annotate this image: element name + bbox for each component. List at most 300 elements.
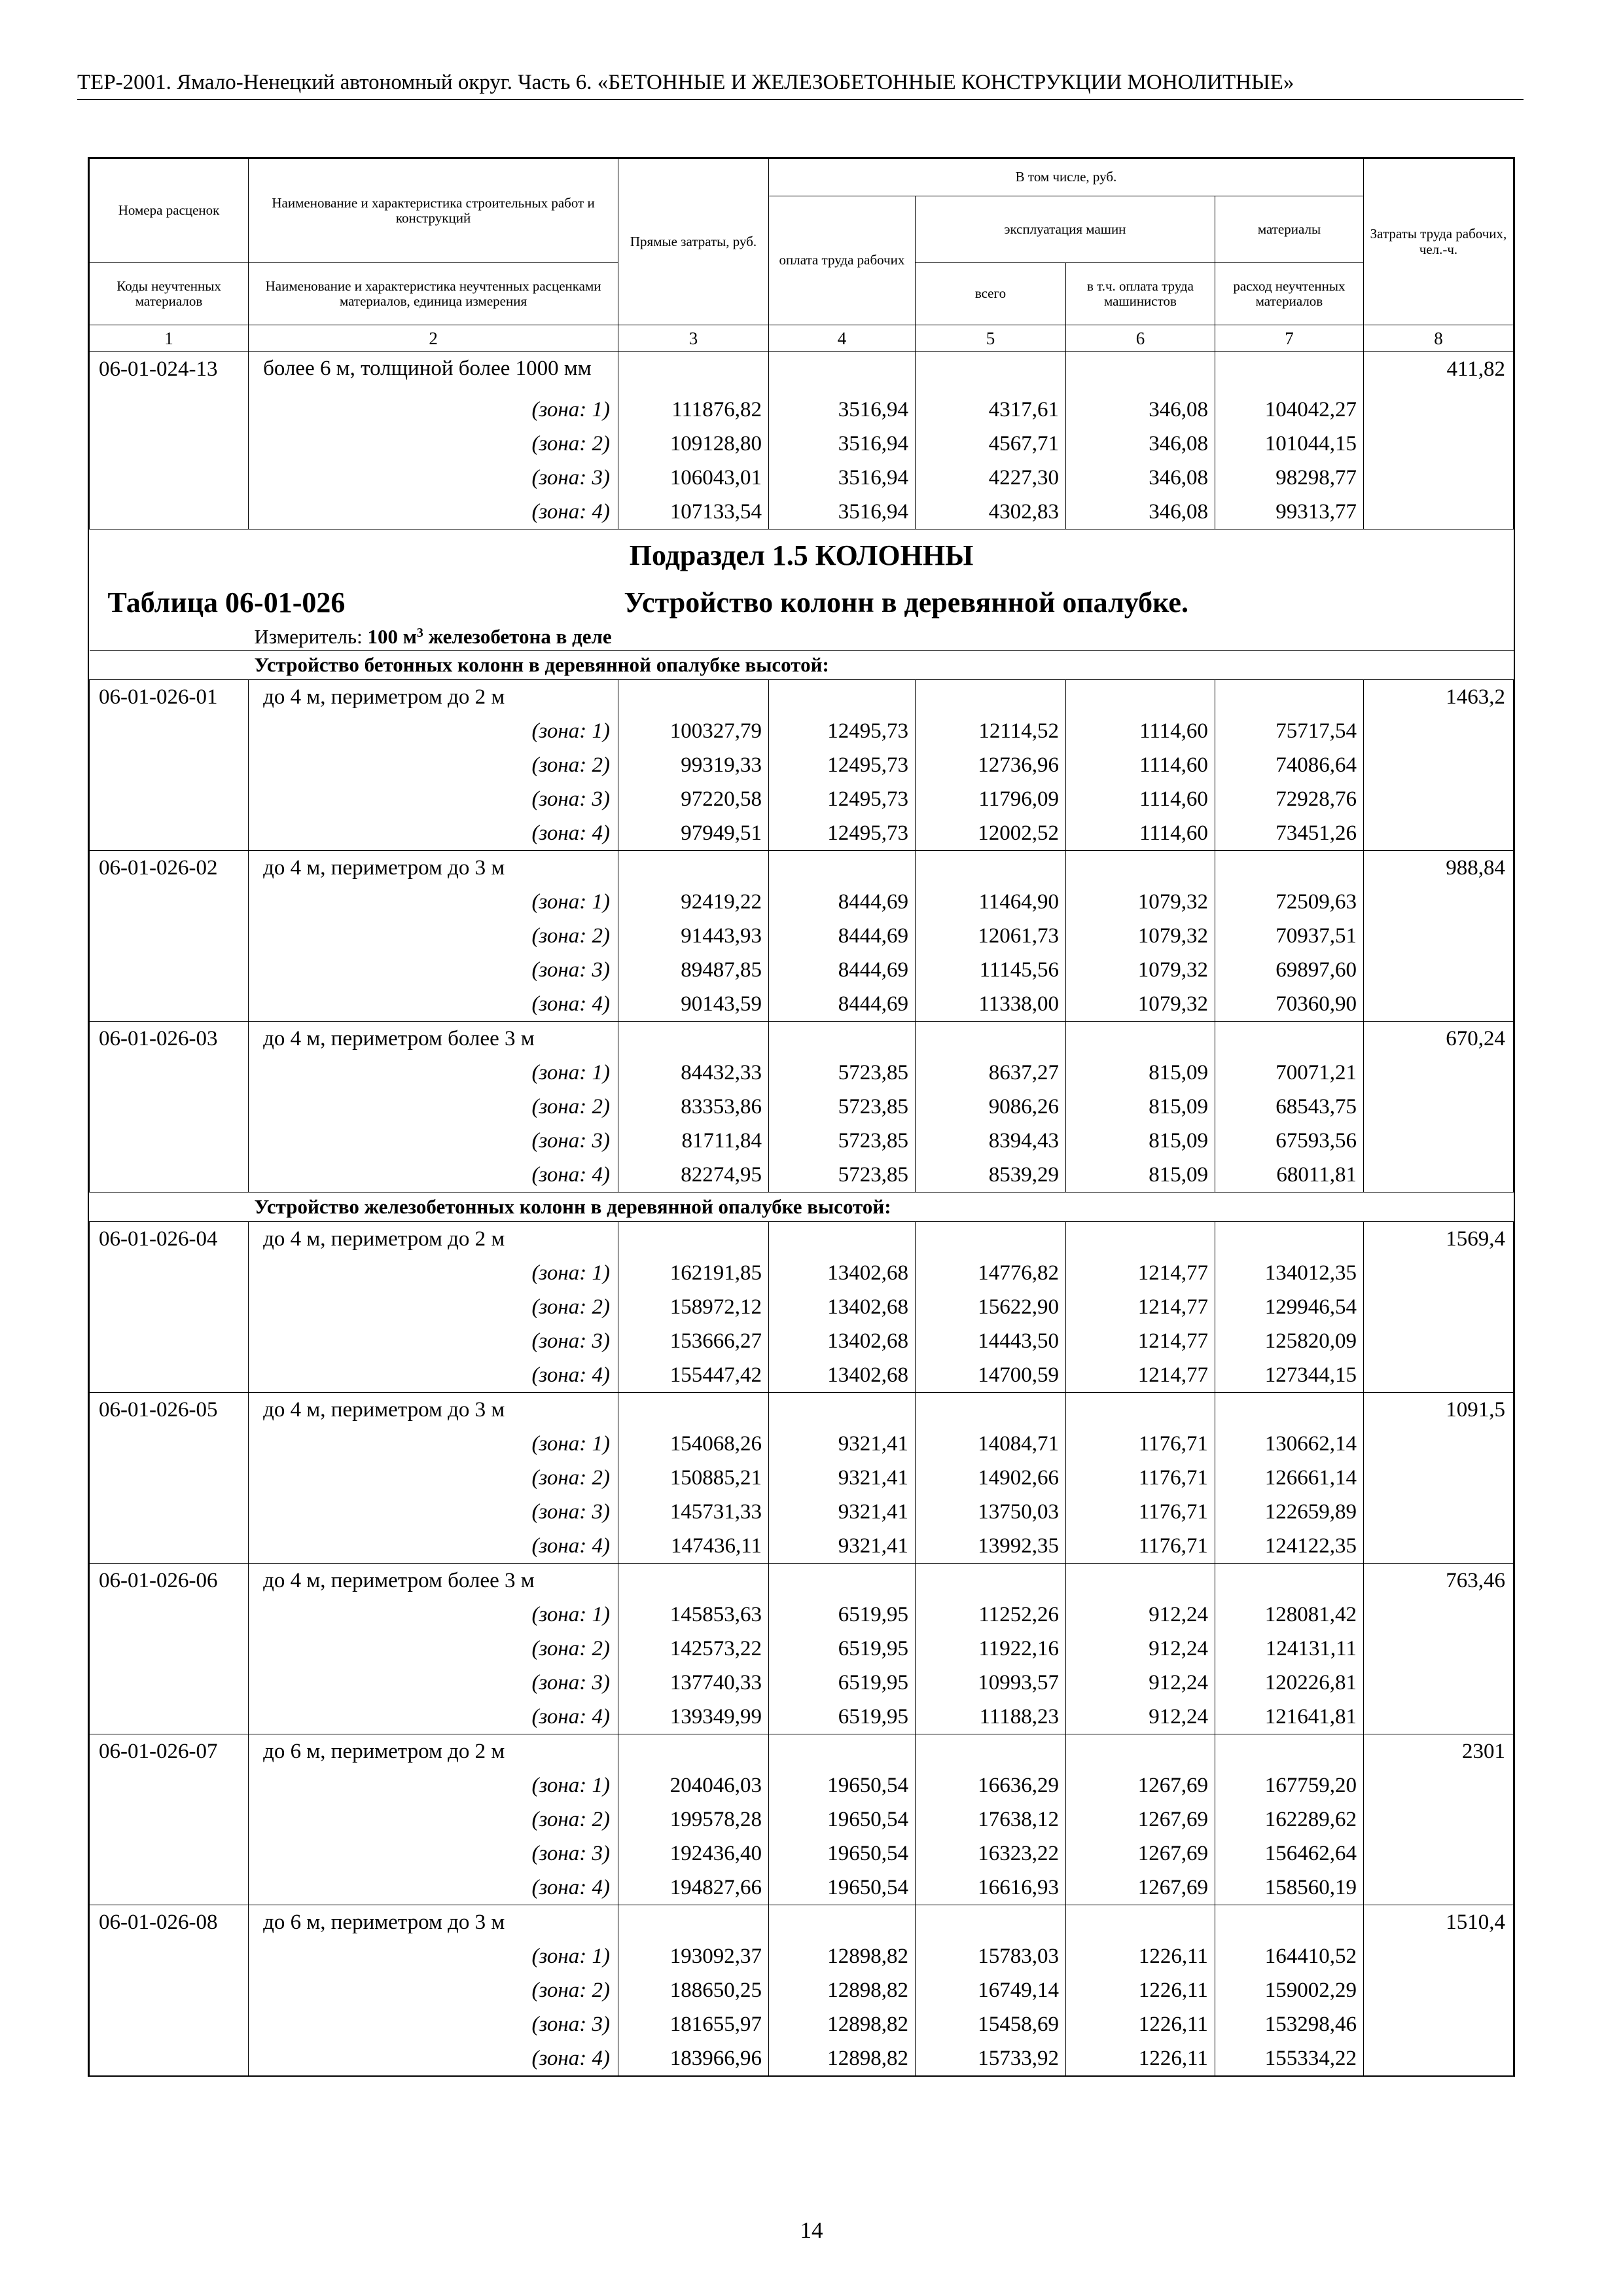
direct-costs: 154068,26: [618, 1427, 769, 1461]
zone-row: [90, 1666, 1514, 1700]
machines-cost: 11922,16: [915, 1632, 1065, 1666]
empty-cell: [1363, 461, 1513, 495]
machines-cost: 4227,30: [915, 461, 1065, 495]
rate-name: более 6 м, толщиной более 1000 мм: [249, 352, 618, 393]
materials-cost: 68011,81: [1215, 1158, 1363, 1193]
direct-costs: 192436,40: [618, 1837, 769, 1871]
materials-cost: 164410,52: [1215, 1939, 1363, 1973]
empty-cell: [1065, 1734, 1215, 1769]
materials-cost: 156462,64: [1215, 1837, 1363, 1871]
zone-label: (зона: 3): [249, 782, 618, 816]
empty-cell: [90, 1056, 249, 1090]
materials-cost: 120226,81: [1215, 1666, 1363, 1700]
subsection-title: Подраздел 1.5 КОЛОННЫ: [90, 529, 1514, 583]
rate-row: [90, 1905, 1514, 1940]
machinist-labor-cost: 1176,71: [1065, 1461, 1215, 1495]
direct-costs: 82274,95: [618, 1158, 769, 1193]
machinist-labor-cost: 1176,71: [1065, 1495, 1215, 1529]
rate-code: 06-01-026-03: [90, 1022, 249, 1056]
empty-cell: [1065, 680, 1215, 715]
labor-cost: 12898,82: [769, 1973, 916, 2007]
col-number: 6: [1065, 325, 1215, 352]
rate-code: 06-01-026-06: [90, 1564, 249, 1598]
materials-cost: 162289,62: [1215, 1803, 1363, 1837]
materials-cost: 155334,22: [1215, 2041, 1363, 2075]
machinist-labor-cost: 1114,60: [1065, 816, 1215, 851]
header-labor: оплата труда рабочих: [769, 196, 916, 325]
zone-row: [90, 1256, 1514, 1290]
rate-row: [90, 1564, 1514, 1598]
empty-cell: [90, 1529, 249, 1564]
zone-label: (зона: 1): [249, 1939, 618, 1973]
empty-cell: [1065, 1564, 1215, 1598]
machines-cost: 14776,82: [915, 1256, 1065, 1290]
machinist-labor-cost: 1079,32: [1065, 987, 1215, 1022]
machines-cost: 13750,03: [915, 1495, 1065, 1529]
direct-costs: 109128,80: [618, 427, 769, 461]
labor-hours: 670,24: [1363, 1022, 1513, 1056]
materials-cost: 74086,64: [1215, 748, 1363, 782]
zone-row: [90, 1939, 1514, 1973]
machinist-labor-cost: 912,24: [1065, 1700, 1215, 1734]
labor-cost: 5723,85: [769, 1056, 916, 1090]
direct-costs: 145731,33: [618, 1495, 769, 1529]
empty-cell: [1363, 919, 1513, 953]
machinist-labor-cost: 1267,69: [1065, 1871, 1215, 1905]
header-machines-labor: в т.ч. оплата труда машинистов: [1065, 263, 1215, 325]
direct-costs: 150885,21: [618, 1461, 769, 1495]
materials-cost: 127344,15: [1215, 1358, 1363, 1393]
machinist-labor-cost: 346,08: [1065, 495, 1215, 529]
machinist-labor-cost: 1214,77: [1065, 1290, 1215, 1324]
machines-cost: 8539,29: [915, 1158, 1065, 1193]
empty-cell: [1215, 1393, 1363, 1427]
empty-cell: [1215, 1022, 1363, 1056]
labor-hours: 988,84: [1363, 851, 1513, 886]
labor-cost: 12495,73: [769, 816, 916, 851]
materials-cost: 101044,15: [1215, 427, 1363, 461]
empty-cell: [1363, 1939, 1513, 1973]
zone-label: (зона: 4): [249, 1158, 618, 1193]
zone-label: (зона: 2): [249, 919, 618, 953]
zone-row: [90, 714, 1514, 748]
materials-cost: 68543,75: [1215, 1090, 1363, 1124]
zone-row: [90, 953, 1514, 987]
labor-hours: 2301: [1363, 1734, 1513, 1769]
empty-cell: [1363, 1124, 1513, 1158]
empty-cell: [618, 1564, 769, 1598]
zone-label: (зона: 2): [249, 1290, 618, 1324]
machines-cost: 12114,52: [915, 714, 1065, 748]
labor-cost: 19650,54: [769, 1871, 916, 1905]
rate-name: до 4 м, периметром до 2 м: [249, 1222, 618, 1257]
machines-cost: 15733,92: [915, 2041, 1065, 2075]
measure-line: [90, 624, 1514, 651]
zone-label: (зона: 4): [249, 1871, 618, 1905]
zone-label: (зона: 1): [249, 1768, 618, 1803]
labor-cost: 5723,85: [769, 1124, 916, 1158]
empty-cell: [1363, 1666, 1513, 1700]
empty-cell: [1363, 1461, 1513, 1495]
empty-cell: [1363, 495, 1513, 529]
zone-row: [90, 1358, 1514, 1393]
labor-hours: 411,82: [1363, 352, 1513, 393]
machinist-labor-cost: 815,09: [1065, 1056, 1215, 1090]
machines-cost: 13992,35: [915, 1529, 1065, 1564]
direct-costs: 107133,54: [618, 495, 769, 529]
empty-cell: [1363, 1837, 1513, 1871]
machinist-labor-cost: 1267,69: [1065, 1837, 1215, 1871]
machinist-labor-cost: 912,24: [1065, 1632, 1215, 1666]
header-direct-costs: Прямые затраты, руб.: [618, 159, 769, 325]
empty-cell: [618, 1022, 769, 1056]
machinist-labor-cost: 346,08: [1065, 393, 1215, 427]
machinist-labor-cost: 1226,11: [1065, 2007, 1215, 2041]
machinist-labor-cost: 1214,77: [1065, 1358, 1215, 1393]
labor-cost: 6519,95: [769, 1598, 916, 1632]
materials-cost: 67593,56: [1215, 1124, 1363, 1158]
empty-cell: [1363, 714, 1513, 748]
zone-row: [90, 1124, 1514, 1158]
direct-costs: 81711,84: [618, 1124, 769, 1158]
labor-cost: 12898,82: [769, 1939, 916, 1973]
zone-label: (зона: 2): [249, 1461, 618, 1495]
direct-costs: 194827,66: [618, 1871, 769, 1905]
zone-label: (зона: 4): [249, 1529, 618, 1564]
zone-label: (зона: 3): [249, 1324, 618, 1358]
zone-label: (зона: 3): [249, 1495, 618, 1529]
group2-title: Устройство железобетонных колонн в деревянной опалубке высотой:: [90, 1193, 1514, 1222]
col-number: 3: [618, 325, 769, 352]
zone-row: [90, 1973, 1514, 2007]
empty-cell: [1065, 1222, 1215, 1257]
rate-name: до 6 м, периметром до 3 м: [249, 1905, 618, 1940]
empty-cell: [90, 1495, 249, 1529]
rate-row: [90, 1222, 1514, 1257]
empty-cell: [1363, 953, 1513, 987]
machinist-labor-cost: 1226,11: [1065, 1973, 1215, 2007]
zone-row: [90, 1158, 1514, 1193]
zone-row: [90, 2041, 1514, 2075]
header-materials-unaccounted: расход неучтенных материалов: [1215, 263, 1363, 325]
rate-name: до 4 м, периметром до 3 м: [249, 851, 618, 886]
machines-cost: 16636,29: [915, 1768, 1065, 1803]
materials-cost: 70071,21: [1215, 1056, 1363, 1090]
rate-code: 06-01-026-05: [90, 1393, 249, 1427]
machinist-labor-cost: 1176,71: [1065, 1529, 1215, 1564]
machines-cost: 14700,59: [915, 1358, 1065, 1393]
labor-cost: 5723,85: [769, 1158, 916, 1193]
empty-cell: [90, 2041, 249, 2075]
empty-cell: [1363, 1324, 1513, 1358]
machines-cost: 4302,83: [915, 495, 1065, 529]
machinist-labor-cost: 912,24: [1065, 1666, 1215, 1700]
group2-blocks: [90, 1222, 1514, 2076]
labor-hours: 1510,4: [1363, 1905, 1513, 1940]
zone-label: (зона: 2): [249, 1090, 618, 1124]
materials-cost: 159002,29: [1215, 1973, 1363, 2007]
col-number: 4: [769, 325, 916, 352]
machines-cost: 8637,27: [915, 1056, 1065, 1090]
labor-hours: 763,46: [1363, 1564, 1513, 1598]
empty-cell: [915, 1564, 1065, 1598]
materials-cost: 126661,14: [1215, 1461, 1363, 1495]
empty-cell: [618, 1905, 769, 1940]
subsection-heading: [90, 529, 1514, 680]
labor-cost: 8444,69: [769, 953, 916, 987]
zone-label: (зона: 1): [249, 714, 618, 748]
labor-cost: 13402,68: [769, 1256, 916, 1290]
materials-cost: 121641,81: [1215, 1700, 1363, 1734]
zone-row: [90, 748, 1514, 782]
zone-label: (зона: 4): [249, 987, 618, 1022]
zone-row: [90, 816, 1514, 851]
rate-code: 06-01-026-08: [90, 1905, 249, 1940]
empty-cell: [90, 1666, 249, 1700]
col-number: 1: [90, 325, 249, 352]
direct-costs: 162191,85: [618, 1256, 769, 1290]
measure-sup: 3: [416, 626, 423, 640]
zone-row: [90, 1529, 1514, 1564]
machinist-labor-cost: 1214,77: [1065, 1256, 1215, 1290]
empty-cell: [1215, 1905, 1363, 1940]
empty-cell: [1363, 987, 1513, 1022]
zone-label: (зона: 1): [249, 1427, 618, 1461]
zone-row: [90, 1090, 1514, 1124]
empty-cell: [90, 885, 249, 919]
machines-cost: 16616,93: [915, 1871, 1065, 1905]
header-name-bottom: Наименование и характеристика неучтенных расценками материалов, единица измерения: [249, 263, 618, 325]
machines-cost: 15783,03: [915, 1939, 1065, 1973]
zone-label: (зона: 1): [249, 1256, 618, 1290]
empty-cell: [1065, 851, 1215, 886]
direct-costs: 188650,25: [618, 1973, 769, 2007]
materials-cost: 99313,77: [1215, 495, 1363, 529]
direct-costs: 90143,59: [618, 987, 769, 1022]
machines-cost: 12002,52: [915, 816, 1065, 851]
machines-cost: 16749,14: [915, 1973, 1065, 2007]
col-number: 8: [1363, 325, 1513, 352]
direct-costs: 193092,37: [618, 1939, 769, 1973]
empty-cell: [90, 461, 249, 495]
machines-cost: 4567,71: [915, 427, 1065, 461]
machinist-labor-cost: 1226,11: [1065, 1939, 1215, 1973]
machinist-labor-cost: 815,09: [1065, 1158, 1215, 1193]
labor-cost: 9321,41: [769, 1427, 916, 1461]
direct-costs: 153666,27: [618, 1324, 769, 1358]
group1-title: Устройство бетонных колонн в деревянной опалубке высотой:: [90, 651, 1514, 680]
zone-row: [90, 495, 1514, 529]
materials-cost: 69897,60: [1215, 953, 1363, 987]
rate-code: 06-01-026-04: [90, 1222, 249, 1257]
empty-cell: [1363, 1158, 1513, 1193]
empty-cell: [1363, 427, 1513, 461]
zone-label: (зона: 1): [249, 393, 618, 427]
zone-row: [90, 1461, 1514, 1495]
machines-cost: 11464,90: [915, 885, 1065, 919]
zone-row: [90, 1324, 1514, 1358]
empty-cell: [1065, 1022, 1215, 1056]
empty-cell: [90, 1427, 249, 1461]
empty-cell: [90, 1358, 249, 1393]
zone-label: (зона: 3): [249, 1124, 618, 1158]
empty-cell: [618, 680, 769, 715]
empty-cell: [1215, 352, 1363, 393]
empty-cell: [1363, 748, 1513, 782]
materials-cost: 70937,51: [1215, 919, 1363, 953]
empty-cell: [1363, 1973, 1513, 2007]
running-header: ТЕР-2001. Ямало-Ненецкий автономный округ. Часть 6. «БЕТОННЫЕ И ЖЕЛЕЗОБЕТОННЫЕ КОНСТРУКЦИИ МОНОЛИТНЫЕ»: [77, 71, 1524, 100]
group1-blocks: [90, 680, 1514, 1193]
zone-label: (зона: 3): [249, 1666, 618, 1700]
rate-name: до 6 м, периметром до 2 м: [249, 1734, 618, 1769]
empty-cell: [915, 352, 1065, 393]
materials-cost: 72928,76: [1215, 782, 1363, 816]
direct-costs: 155447,42: [618, 1358, 769, 1393]
machinist-labor-cost: 346,08: [1065, 461, 1215, 495]
empty-cell: [1363, 1056, 1513, 1090]
machinist-labor-cost: 1079,32: [1065, 919, 1215, 953]
rates-table: [88, 157, 1515, 2077]
empty-cell: [769, 1905, 916, 1940]
zone-row: [90, 782, 1514, 816]
empty-cell: [90, 1290, 249, 1324]
empty-cell: [618, 352, 769, 393]
header-materials: материалы: [1215, 196, 1363, 263]
labor-cost: 3516,94: [769, 461, 916, 495]
direct-costs: 147436,11: [618, 1529, 769, 1564]
zone-label: (зона: 3): [249, 953, 618, 987]
labor-cost: 12898,82: [769, 2041, 916, 2075]
zone-row: [90, 919, 1514, 953]
empty-cell: [90, 987, 249, 1022]
zone-label: (зона: 4): [249, 2041, 618, 2075]
materials-cost: 75717,54: [1215, 714, 1363, 748]
direct-costs: 99319,33: [618, 748, 769, 782]
machines-cost: 15458,69: [915, 2007, 1065, 2041]
empty-cell: [90, 1768, 249, 1803]
empty-cell: [90, 1158, 249, 1193]
col-number: 7: [1215, 325, 1363, 352]
materials-cost: 129946,54: [1215, 1290, 1363, 1324]
materials-cost: 98298,77: [1215, 461, 1363, 495]
zone-row: [90, 1495, 1514, 1529]
header-including: В том числе, руб.: [769, 159, 1364, 196]
empty-cell: [915, 680, 1065, 715]
labor-cost: 6519,95: [769, 1632, 916, 1666]
header-workhours: Затраты труда рабочих, чел.-ч.: [1363, 159, 1513, 325]
zone-label: (зона: 3): [249, 2007, 618, 2041]
rate-code: 06-01-026-01: [90, 680, 249, 715]
machines-cost: 14084,71: [915, 1427, 1065, 1461]
empty-cell: [1363, 782, 1513, 816]
zone-label: (зона: 3): [249, 1837, 618, 1871]
zone-row: [90, 1871, 1514, 1905]
empty-cell: [90, 782, 249, 816]
machines-cost: 12061,73: [915, 919, 1065, 953]
machines-cost: 12736,96: [915, 748, 1065, 782]
machinist-labor-cost: 815,09: [1065, 1090, 1215, 1124]
labor-cost: 3516,94: [769, 495, 916, 529]
labor-cost: 9321,41: [769, 1495, 916, 1529]
empty-cell: [1215, 851, 1363, 886]
zone-label: (зона: 1): [249, 1598, 618, 1632]
machines-cost: 10993,57: [915, 1666, 1065, 1700]
labor-hours: 1569,4: [1363, 1222, 1513, 1257]
machines-cost: 9086,26: [915, 1090, 1065, 1124]
zone-row: [90, 1700, 1514, 1734]
col-number: 5: [915, 325, 1065, 352]
empty-cell: [769, 1393, 916, 1427]
machinist-labor-cost: 1267,69: [1065, 1768, 1215, 1803]
zone-row: [90, 1803, 1514, 1837]
direct-costs: 106043,01: [618, 461, 769, 495]
zone-label: (зона: 2): [249, 1973, 618, 2007]
empty-cell: [90, 1700, 249, 1734]
zone-label: (зона: 2): [249, 1632, 618, 1666]
machines-cost: 4317,61: [915, 393, 1065, 427]
empty-cell: [1363, 1090, 1513, 1124]
empty-cell: [1363, 816, 1513, 851]
empty-cell: [769, 1564, 916, 1598]
empty-cell: [90, 1256, 249, 1290]
labor-cost: 8444,69: [769, 987, 916, 1022]
table-header: [90, 159, 1514, 352]
materials-cost: 104042,27: [1215, 393, 1363, 427]
empty-cell: [90, 1598, 249, 1632]
rate-row: [90, 1393, 1514, 1427]
rate-row: [90, 352, 1514, 393]
materials-cost: 130662,14: [1215, 1427, 1363, 1461]
rate-row: [90, 1734, 1514, 1769]
empty-cell: [90, 1124, 249, 1158]
labor-cost: 6519,95: [769, 1700, 916, 1734]
direct-costs: 89487,85: [618, 953, 769, 987]
rate-row: [90, 851, 1514, 886]
empty-cell: [90, 427, 249, 461]
empty-cell: [618, 1734, 769, 1769]
measure-prefix: Измеритель:: [254, 625, 363, 648]
zone-label: (зона: 3): [249, 461, 618, 495]
empty-cell: [1215, 1564, 1363, 1598]
table-label: Таблица 06-01-026: [107, 586, 346, 619]
empty-cell: [769, 352, 916, 393]
table-title: Устройство колонн в деревянной опалубке.: [624, 586, 1188, 619]
empty-cell: [90, 714, 249, 748]
direct-costs: 145853,63: [618, 1598, 769, 1632]
materials-cost: 72509,63: [1215, 885, 1363, 919]
empty-cell: [1363, 1256, 1513, 1290]
labor-cost: 12495,73: [769, 782, 916, 816]
direct-costs: 83353,86: [618, 1090, 769, 1124]
materials-cost: 73451,26: [1215, 816, 1363, 851]
empty-cell: [915, 851, 1065, 886]
direct-costs: 139349,99: [618, 1700, 769, 1734]
labor-cost: 19650,54: [769, 1803, 916, 1837]
labor-cost: 5723,85: [769, 1090, 916, 1124]
header-name-top: Наименование и характеристика строительных работ и конструкций: [249, 159, 618, 263]
machines-cost: 11145,56: [915, 953, 1065, 987]
empty-cell: [915, 1905, 1065, 1940]
materials-cost: 122659,89: [1215, 1495, 1363, 1529]
machinist-labor-cost: 1176,71: [1065, 1427, 1215, 1461]
empty-cell: [90, 1871, 249, 1905]
machines-cost: 16323,22: [915, 1837, 1065, 1871]
machinist-labor-cost: 1267,69: [1065, 1803, 1215, 1837]
materials-cost: 158560,19: [1215, 1871, 1363, 1905]
rate-code: 06-01-024-13: [90, 352, 249, 393]
header-code-bottom: Коды неучтенных материалов: [90, 263, 249, 325]
